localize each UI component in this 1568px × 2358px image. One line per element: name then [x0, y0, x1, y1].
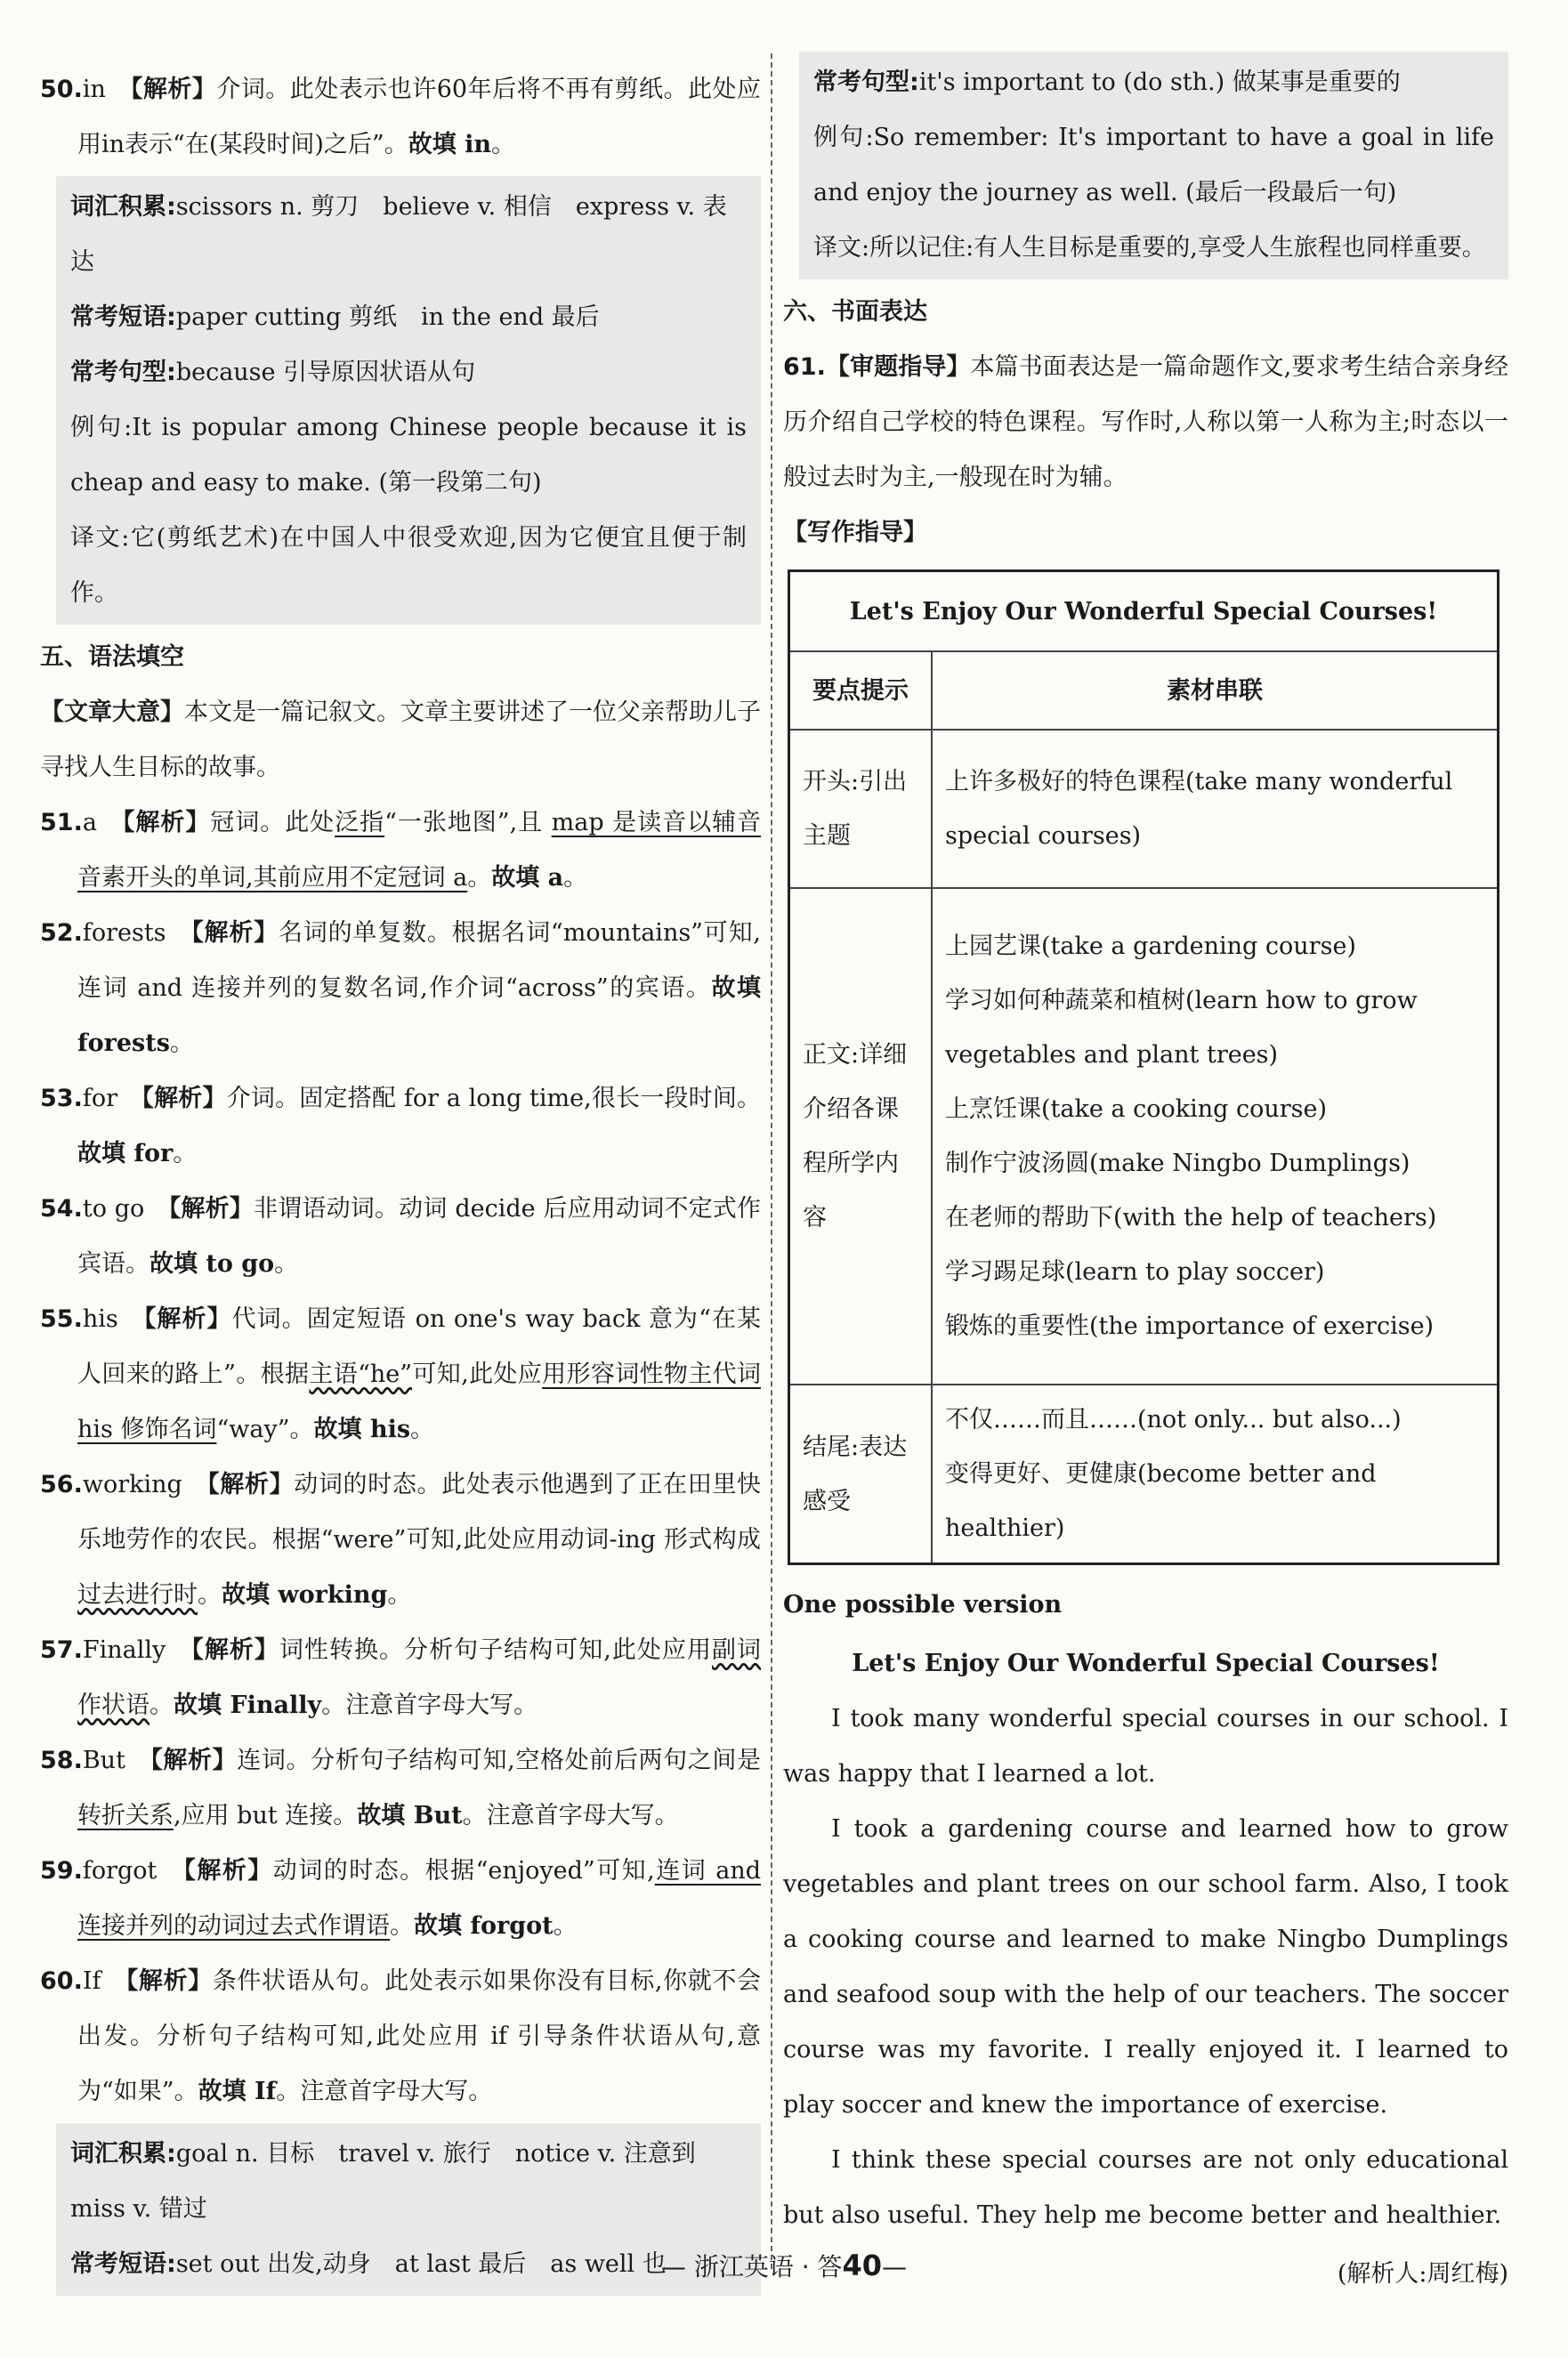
translation-note: 译文:它(剪纸艺术)在中国人中很受欢迎,因为它便宜且便于制作。 [70, 524, 747, 607]
right-column [783, 62, 1508, 2302]
table-row [789, 888, 1499, 1385]
footer-label: — 浙江英语 · 答 [660, 2252, 843, 2281]
row-item: 制作宁波汤圆(make Ningbo Dumplings) [945, 1150, 1410, 1177]
essay-paragraph: I took many wonderful special courses in our school. I was happy that I learned a lot. [783, 1705, 1508, 1788]
translation-note: 译文:所以记住:有人生目标是重要的,享受人生旅程也同样重要。 [813, 234, 1486, 262]
notes-box-right [799, 52, 1508, 279]
question-54: 54.to go 【解析】非谓语动词。动词 decide 后应用动词不定式作宾语。故填 to go。 [40, 1195, 762, 1278]
row-items [932, 888, 1499, 1385]
question-61: 61.【审题指导】本篇书面表达是一篇命题作文,要求考生结合亲身经历介绍自己学校的特色课程。写作时,人称以第一人称为主;时态以一般过去时为主,一般现在时为辅。 [783, 353, 1508, 491]
footer-dash: — [882, 2252, 908, 2281]
essay-author: (解析人:周红梅) [1337, 2260, 1508, 2288]
row-item: 在老师的帮助下(with the help of teachers) [945, 1204, 1437, 1231]
notes-box-50 [56, 176, 761, 625]
page-number: 40 [842, 2249, 883, 2282]
row-items [932, 1385, 1499, 1564]
row-key: 结尾:表达感受 [789, 1385, 933, 1564]
vocab-note: 词汇积累:scissors n. 剪刀 believe v. 相信 express v. 表达 [70, 193, 727, 276]
question-53: 53.for 【解析】介词。固定搭配 for a long time,很长一段时间。故填 for。 [40, 1085, 762, 1167]
question-56: 56.working 【解析】动词的时态。此处表示他遇到了正在田里快乐地劳作的农民。根据“were”可知,此处应用动词-ing 形式构成过去进行时。故填 working。 [40, 1471, 762, 1609]
row-item: 锻炼的重要性(the importance of exercise) [945, 1312, 1435, 1340]
row-item: 学习踢足球(learn to play soccer) [945, 1258, 1325, 1286]
question-55: 55.his 【解析】代词。固定短语 on one's way back 意为“在某人回来的路上”。根据主语“he”可知,此处应用形容词性物主代词 his 修饰名词“way”。故填 his。 [40, 1305, 762, 1443]
question-57: 57.Finally 【解析】词性转换。分析句子结构可知,此处应用副词作状语。故填 Finally。注意首字母大写。 [40, 1636, 762, 1719]
question-59: 59.forgot 【解析】动词的时态。根据“enjoyed”可知,连词 and 连接并列的动词过去式作谓语。故填 forgot。 [40, 1857, 762, 1940]
section-heading-5: 五、语法填空 [40, 643, 184, 671]
essay-paragraph: I think these special courses are not only educational but also useful. They help me become better and healthier. [783, 2146, 1508, 2229]
question-52: 52.forests 【解析】名词的单复数。根据名词“mountains”可知,连词 and 连接并列的复数名词,作介词“across”的宾语。故填 forests。 [40, 919, 762, 1057]
row-key: 正文:详细介绍各课程所学内容 [789, 888, 933, 1385]
section-heading-6: 六、书面表达 [783, 298, 927, 326]
table-row [789, 1385, 1499, 1564]
table-caption-row [789, 571, 1499, 652]
essay-title: Let's Enjoy Our Wonderful Special Courses! [852, 1650, 1440, 1677]
question-50: 50.in 【解析】介词。此处表示也许60年后将不再有剪纸。此处应用in表示“在(某段时间)之后”。故填 in。 [40, 76, 762, 158]
question-60: 60.If 【解析】条件状语从句。此处表示如果你没有目标,你就不会出发。分析句子结构可知,此处应用 if 引导条件状语从句,意为“如果”。故填 If。注意首字母大写。 [40, 1967, 761, 2105]
column-divider [771, 53, 772, 2269]
pattern-note: 常考句型:it's important to (do sth.) 做某事是重要的 [813, 69, 1401, 96]
example-note: 例句:So remember: It's important to have a goal in life and enjoy the journey as well. (最后一段最后一句) [813, 124, 1494, 206]
table-row [789, 730, 1499, 888]
row-key: 开头:引出主题 [789, 730, 933, 888]
writing-guide-label: 【写作指导】 [783, 519, 927, 546]
row-item: 变得更好、更健康(become better and healthier) [945, 1460, 1377, 1542]
table-caption: Let's Enjoy Our Wonderful Special Courses! [789, 571, 1499, 652]
pattern-note: 常考句型:because 引导原因状语从句 [70, 359, 476, 386]
essay-label: One possible version [783, 1591, 1063, 1619]
question-58: 58.But 【解析】连词。分析句子结构可知,空格处前后两句之间是转折关系,应用 but 连接。故填 But。注意首字母大写。 [40, 1747, 761, 1829]
phrase-note: 常考短语:set out 出发,动身 at last 最后 as well 也 [70, 2250, 667, 2278]
row-item: 不仅……而且……(not only... but also...) [945, 1406, 1402, 1433]
left-column [40, 62, 761, 2301]
example-note: 例句:It is popular among Chinese people because it is cheap and easy to make. (第一段第二句) [70, 414, 747, 497]
writing-guide-table [788, 569, 1499, 1565]
row-items [932, 730, 1499, 888]
vocab-note: 词汇积累:goal n. 目标 travel v. 旅行 notice v. 注意到 miss v. 错过 [70, 2140, 720, 2223]
article-summary: 【文章大意】本文是一篇记叙文。文章主要讲述了一位父亲帮助儿子寻找人生目标的故事。 [40, 699, 761, 781]
row-item: 上许多极好的特色课程(take many wonderful special courses) [945, 768, 1453, 850]
table-header-row [789, 651, 1499, 730]
phrase-note: 常考短语:paper cutting 剪纸 in the end 最后 [70, 303, 600, 331]
table-header-material: 素材串联 [932, 651, 1499, 730]
essay-paragraph: I took a gardening course and learned how to grow vegetables and plant trees on our school farm. Also, I took a cooking course and learned to make Ningbo Dumplings and seafood soup with the help of our teachers. The soccer course was my favorite. I really enjoyed it. I learned to play soccer and knew the importance of exercise. [783, 1815, 1508, 2119]
table-header-key: 要点提示 [789, 651, 933, 730]
row-item: 上烹饪课(take a cooking course) [945, 1095, 1328, 1123]
question-51: 51.a 【解析】冠词。此处泛指“一张地图”,且 map 是读音以辅音音素开头的单词,其前应用不定冠词 a。故填 a。 [40, 809, 762, 892]
row-item: 学习如何种蔬菜和植树(learn how to grow vegetables and plant trees) [945, 987, 1418, 1069]
row-item: 上园艺课(take a gardening course) [945, 933, 1356, 960]
sample-essay [783, 1578, 1508, 2302]
page-footer [0, 2248, 1568, 2283]
